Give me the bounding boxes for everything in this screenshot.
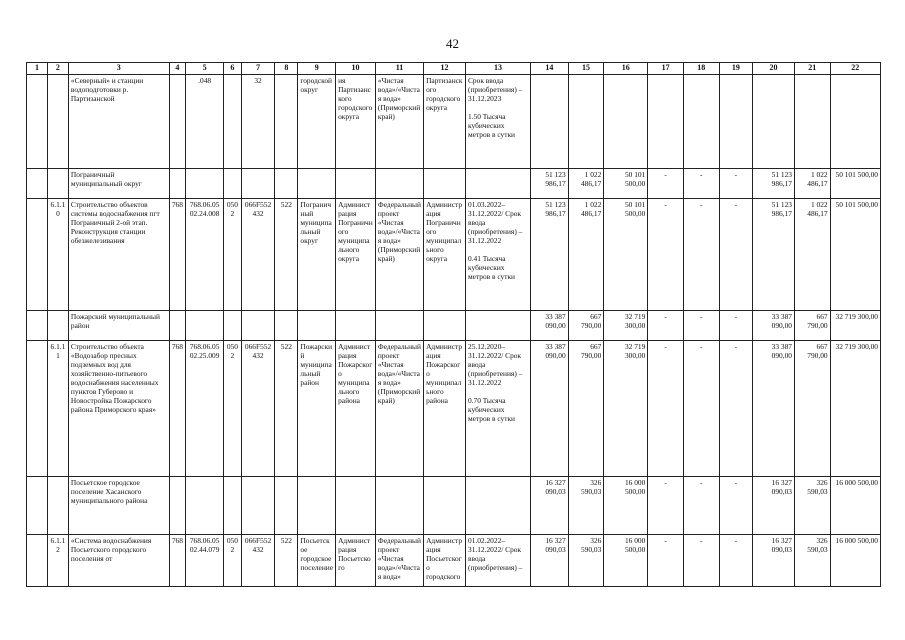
table-cell: 768: [169, 535, 186, 587]
table-cell: [275, 311, 298, 341]
column-header: 11: [375, 63, 423, 75]
table-cell: [169, 169, 186, 199]
program-table: [26, 62, 881, 587]
table-cell: [27, 477, 48, 535]
table-cell: -: [648, 199, 684, 311]
table-cell: -: [648, 169, 684, 199]
table-cell: Посьетское городское поселение Хасанского муниципального района: [68, 477, 169, 535]
table-cell: [241, 311, 275, 341]
table-cell: Пожарский муниципальный район: [298, 341, 336, 477]
table-cell: [336, 169, 376, 199]
table-cell: 33 387 090,00: [753, 341, 795, 477]
table-cell: «Система водоснабжения Посьетского городского поселения от: [68, 535, 169, 587]
table-cell: [275, 477, 298, 535]
table-cell: Пограничный муниципальный округ: [68, 169, 169, 199]
column-header: 8: [275, 63, 298, 75]
table-cell: [336, 477, 376, 535]
table-row: [27, 477, 881, 535]
column-header: 9: [298, 63, 336, 75]
table-cell: 16 000 500,00: [830, 477, 880, 535]
table-row: [27, 75, 881, 169]
table-cell: 16 327 090,03: [530, 535, 568, 587]
column-header: 3: [68, 63, 169, 75]
table-cell: [275, 169, 298, 199]
table-cell: 1 022 486,17: [568, 169, 604, 199]
table-cell: [223, 477, 241, 535]
table-cell: «Северный» и станции водоподготовки р. Партизанской: [68, 75, 169, 169]
table-cell: [27, 169, 48, 199]
table-cell: -: [719, 199, 753, 311]
table-cell: 32 719 300,00: [604, 311, 648, 341]
table-cell: [169, 311, 186, 341]
table-cell: «Чистая вода»/«Чистая вода» (Приморский край): [375, 75, 423, 169]
table-cell: 51 123 986,17: [530, 169, 568, 199]
table-cell: 522: [275, 535, 298, 587]
table-cell: 0502: [223, 341, 241, 477]
table-cell: [424, 311, 466, 341]
table-cell: 0502: [223, 535, 241, 587]
table-cell: -: [719, 535, 753, 587]
table-cell: 6.1.11: [47, 341, 68, 477]
column-header: 12: [424, 63, 466, 75]
column-header: 15: [568, 63, 604, 75]
table-cell: [223, 311, 241, 341]
table-cell: [186, 477, 224, 535]
table-cell: [298, 311, 336, 341]
column-header: 20: [753, 63, 795, 75]
column-header: 10: [336, 63, 376, 75]
table-row: [27, 341, 881, 477]
table-cell: [375, 311, 423, 341]
table-cell: [604, 75, 648, 169]
table-cell: Администрация Пограничного муниципального округа: [336, 199, 376, 311]
table-cell: [375, 477, 423, 535]
table-cell: Срок ввода (приобретения) – 31.12.2023 1.50 Тысяча кубических метров в сутки: [466, 75, 531, 169]
table-cell: [466, 169, 531, 199]
table-cell: 33 387 090,00: [753, 311, 795, 341]
table-cell: 667 790,00: [568, 341, 604, 477]
table-row: [27, 199, 881, 311]
table-cell: Администрация Пожарского муниципального района: [336, 341, 376, 477]
table-cell: [466, 477, 531, 535]
table-cell: Администрация Пограничного муниципального округа: [424, 199, 466, 311]
table-cell: [47, 169, 68, 199]
table-cell: 066F552432: [241, 535, 275, 587]
table-cell: [424, 169, 466, 199]
table-cell: -: [648, 535, 684, 587]
table-cell: 768.06.0502.25.009: [186, 341, 224, 477]
table-cell: [169, 477, 186, 535]
table-cell: [275, 75, 298, 169]
table-cell: -: [648, 311, 684, 341]
table-cell: Администрация Пожарского муниципального района: [424, 341, 466, 477]
table-cell: -: [719, 341, 753, 477]
table-cell: -: [683, 169, 719, 199]
table-cell: 16 327 090,03: [753, 535, 795, 587]
table-cell: [47, 75, 68, 169]
table-cell: Пожарский муниципальный район: [68, 311, 169, 341]
column-header: 22: [830, 63, 880, 75]
table-cell: [241, 169, 275, 199]
column-header: 19: [719, 63, 753, 75]
table-cell: -: [683, 477, 719, 535]
table-cell: Федеральный проект «Чистая вода»/«Чистая вода» (Приморский край): [375, 341, 423, 477]
table-cell: 50 101 500,00: [604, 169, 648, 199]
table-cell: 32 719 300,00: [604, 341, 648, 477]
table-cell: Федеральный проект «Чистая вода»/«Чистая вода»: [375, 535, 423, 587]
column-header: 5: [186, 63, 224, 75]
table-cell: [186, 311, 224, 341]
table-cell: 16 000 500,00: [604, 535, 648, 587]
table-cell: 0502: [223, 199, 241, 311]
table-cell: Пограничный муниципальный округ: [298, 199, 336, 311]
table-cell: 1 022 486,17: [794, 169, 830, 199]
table-cell: 326 590,03: [568, 535, 604, 587]
table-cell: 6.1.10: [47, 199, 68, 311]
column-header: 4: [169, 63, 186, 75]
table-cell: 1 022 486,17: [568, 199, 604, 311]
table-cell: [719, 75, 753, 169]
table-cell: [298, 169, 336, 199]
column-header: 13: [466, 63, 531, 75]
table-cell: 51 123 986,17: [753, 199, 795, 311]
table-cell: 01.02.2022– 31.12.2022/ Срок ввода (приобретения) –: [466, 535, 531, 587]
table-cell: 51 123 986,17: [753, 169, 795, 199]
table-cell: -: [648, 477, 684, 535]
table-cell: 326 590,03: [794, 477, 830, 535]
table-cell: Строительство объекта «Водозабор пресных подземных вод для хозяйственно-питьевого водоснабжения населенных пунктов Губерово и Новостройка Пожарского района Приморского края»: [68, 341, 169, 477]
table-cell: 01.03.2022– 31.12.2022/ Срок ввода (приобретения) – 31.12.2022 0.41 Тысяча кубических метров в сутки: [466, 199, 531, 311]
table-cell: [241, 477, 275, 535]
table-cell: [223, 169, 241, 199]
table-cell: 326 590,03: [568, 477, 604, 535]
table-row: [27, 535, 881, 587]
table-cell: Администрация Посьетского городского: [424, 535, 466, 587]
table-cell: 768.06.0502.24.008: [186, 199, 224, 311]
table-cell: городской округ: [298, 75, 336, 169]
table-cell: ия Партизанского городского округа: [336, 75, 376, 169]
table-row: [27, 311, 881, 341]
table-cell: [298, 477, 336, 535]
table-cell: [27, 199, 48, 311]
table-cell: [794, 75, 830, 169]
table-cell: 32 719 300,00: [830, 341, 880, 477]
table-cell: -: [719, 311, 753, 341]
table-cell: 25.12.2020– 31.12.2022/ Срок ввода (приобретения) – 31.12.2022 0.70 Тысяча кубических метров в сутки: [466, 341, 531, 477]
table-cell: [27, 535, 48, 587]
table-cell: 768: [169, 199, 186, 311]
table-cell: Строительство объектов системы водоснабжения пгт Пограничный 2-ой этап. Реконструкция станции обезжелезивания: [68, 199, 169, 311]
table-cell: 066F552432: [241, 341, 275, 477]
table-cell: -: [683, 311, 719, 341]
column-header: 16: [604, 63, 648, 75]
table-cell: Федеральный проект «Чистая вода»/«Чистая вода» (Приморский край): [375, 199, 423, 311]
table-cell: 768: [169, 341, 186, 477]
table-cell: 066F552432: [241, 199, 275, 311]
table-cell: 50 101 500,00: [830, 169, 880, 199]
table-cell: [47, 477, 68, 535]
table-cell: 33 387 090,00: [530, 341, 568, 477]
table-cell: 667 790,00: [794, 341, 830, 477]
table-cell: [169, 75, 186, 169]
column-header: 14: [530, 63, 568, 75]
table-cell: -: [683, 535, 719, 587]
table-cell: [375, 169, 423, 199]
table-cell: Посьетское городское поселение: [298, 535, 336, 587]
table-cell: 32: [241, 75, 275, 169]
table-cell: [47, 311, 68, 341]
table-cell: -: [719, 477, 753, 535]
table-cell: 326 590,03: [794, 535, 830, 587]
table-cell: [27, 311, 48, 341]
table-cell: [186, 169, 224, 199]
table-cell: -: [648, 341, 684, 477]
table-cell: [648, 75, 684, 169]
table-cell: 667 790,00: [568, 311, 604, 341]
table-cell: 16 327 090,03: [530, 477, 568, 535]
table-cell: 522: [275, 199, 298, 311]
table-cell: -: [683, 341, 719, 477]
table-cell: [336, 311, 376, 341]
column-header: 7: [241, 63, 275, 75]
table-cell: [753, 75, 795, 169]
table-cell: -: [719, 169, 753, 199]
table-cell: [568, 75, 604, 169]
table-cell: 16 000 500,00: [830, 535, 880, 587]
table-cell: 522: [275, 341, 298, 477]
table-cell: [683, 75, 719, 169]
column-header: 21: [794, 63, 830, 75]
column-header: 1: [27, 63, 48, 75]
table-cell: [466, 311, 531, 341]
table-cell: -: [683, 199, 719, 311]
table-cell: [424, 477, 466, 535]
table-cell: [530, 75, 568, 169]
table-cell: 32 719 300,00: [830, 311, 880, 341]
column-header: 17: [648, 63, 684, 75]
table-cell: Администрация Посьетского: [336, 535, 376, 587]
table-cell: 33 387 090,00: [530, 311, 568, 341]
table-cell: [27, 341, 48, 477]
column-header: 6: [223, 63, 241, 75]
table-cell: [27, 75, 48, 169]
column-header: 2: [47, 63, 68, 75]
table-cell: 667 790,00: [794, 311, 830, 341]
column-header: 18: [683, 63, 719, 75]
table-row: [27, 169, 881, 199]
header-row: [27, 63, 881, 75]
table-cell: 6.1.12: [47, 535, 68, 587]
page-number: 42: [446, 36, 459, 51]
table-cell: 16 327 090,03: [753, 477, 795, 535]
table-cell: 51 123 986,17: [530, 199, 568, 311]
table-cell: 16 000 500,00: [604, 477, 648, 535]
table-cell: 50 101 500,00: [830, 199, 880, 311]
table-cell: 50 101 500,00: [604, 199, 648, 311]
table-cell: 768.06.0502.44.079: [186, 535, 224, 587]
table-cell: 1 022 486,17: [794, 199, 830, 311]
table-cell: Партизанского городского округа: [424, 75, 466, 169]
table-cell: [223, 75, 241, 169]
table-cell: .048: [186, 75, 224, 169]
table-cell: [830, 75, 880, 169]
